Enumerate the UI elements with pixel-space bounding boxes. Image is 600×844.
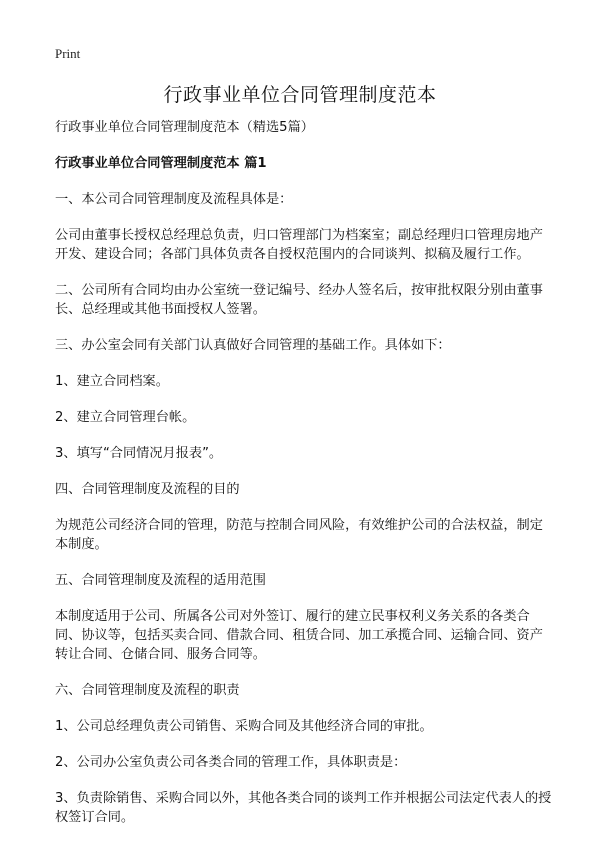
paragraph: 2、建立合同管理台帐。: [55, 410, 196, 425]
paragraph: 一、本公司合同管理制度及流程具体是：: [55, 192, 293, 207]
paragraph: 三、办公室会同有关部门认真做好合同管理的基础工作。具体如下：: [55, 338, 451, 353]
paragraph: 公司由董事长授权总经理总负责，归口管理部门为档案室；副总经理归口管理房地产开发、建设合同；各部门具体负责各自授权范围内的合同谈判、拟稿及履行工作。: [55, 228, 543, 262]
paragraph: 2、公司办公室负责公司各类合同的管理工作，具体职责是：: [55, 755, 407, 770]
section-heading: 行政事业单位合同管理制度范本 篇1: [55, 156, 267, 171]
paragraph: 1、公司总经理负责公司销售、采购合同及其他经济合同的审批。: [55, 719, 433, 734]
paragraph: 本制度适用于公司、所属各公司对外签订、履行的建立民事权利义务关系的各类合同、协议等，包括买卖合同、借款合同、租赁合同、加工承揽合同、运输合同、资产转让合同、仓储合同、服务合同等。: [55, 609, 543, 662]
document-title: 行政事业单位合同管理制度范本: [163, 84, 437, 106]
paragraph: 1、建立合同档案。: [55, 374, 169, 389]
paragraph: 六、合同管理制度及流程的职责: [55, 683, 240, 698]
document-subtitle: 行政事业单位合同管理制度范本（精选5篇）: [55, 120, 314, 135]
paragraph: 3、负责除销售、采购合同以外，其他各类合同的谈判工作并根据公司法定代表人的授权签订合同。: [55, 791, 552, 825]
print-label: Print: [55, 46, 81, 61]
paragraph: 为规范公司经济合同的管理，防范与控制合同风险，有效维护公司的合法权益，制定本制度。: [55, 518, 543, 552]
paragraph: 四、合同管理制度及流程的目的: [55, 482, 240, 497]
paragraph: 五、合同管理制度及流程的适用范围: [55, 573, 266, 588]
document-body: [55, 118, 552, 844]
paragraph: 3、填写“合同情况月报表”。: [55, 446, 223, 461]
paragraph: 二、公司所有合同均由办公室统一登记编号、经办人签名后，按审批权限分别由董事长、总经理或其他书面授权人签署。: [55, 283, 543, 317]
